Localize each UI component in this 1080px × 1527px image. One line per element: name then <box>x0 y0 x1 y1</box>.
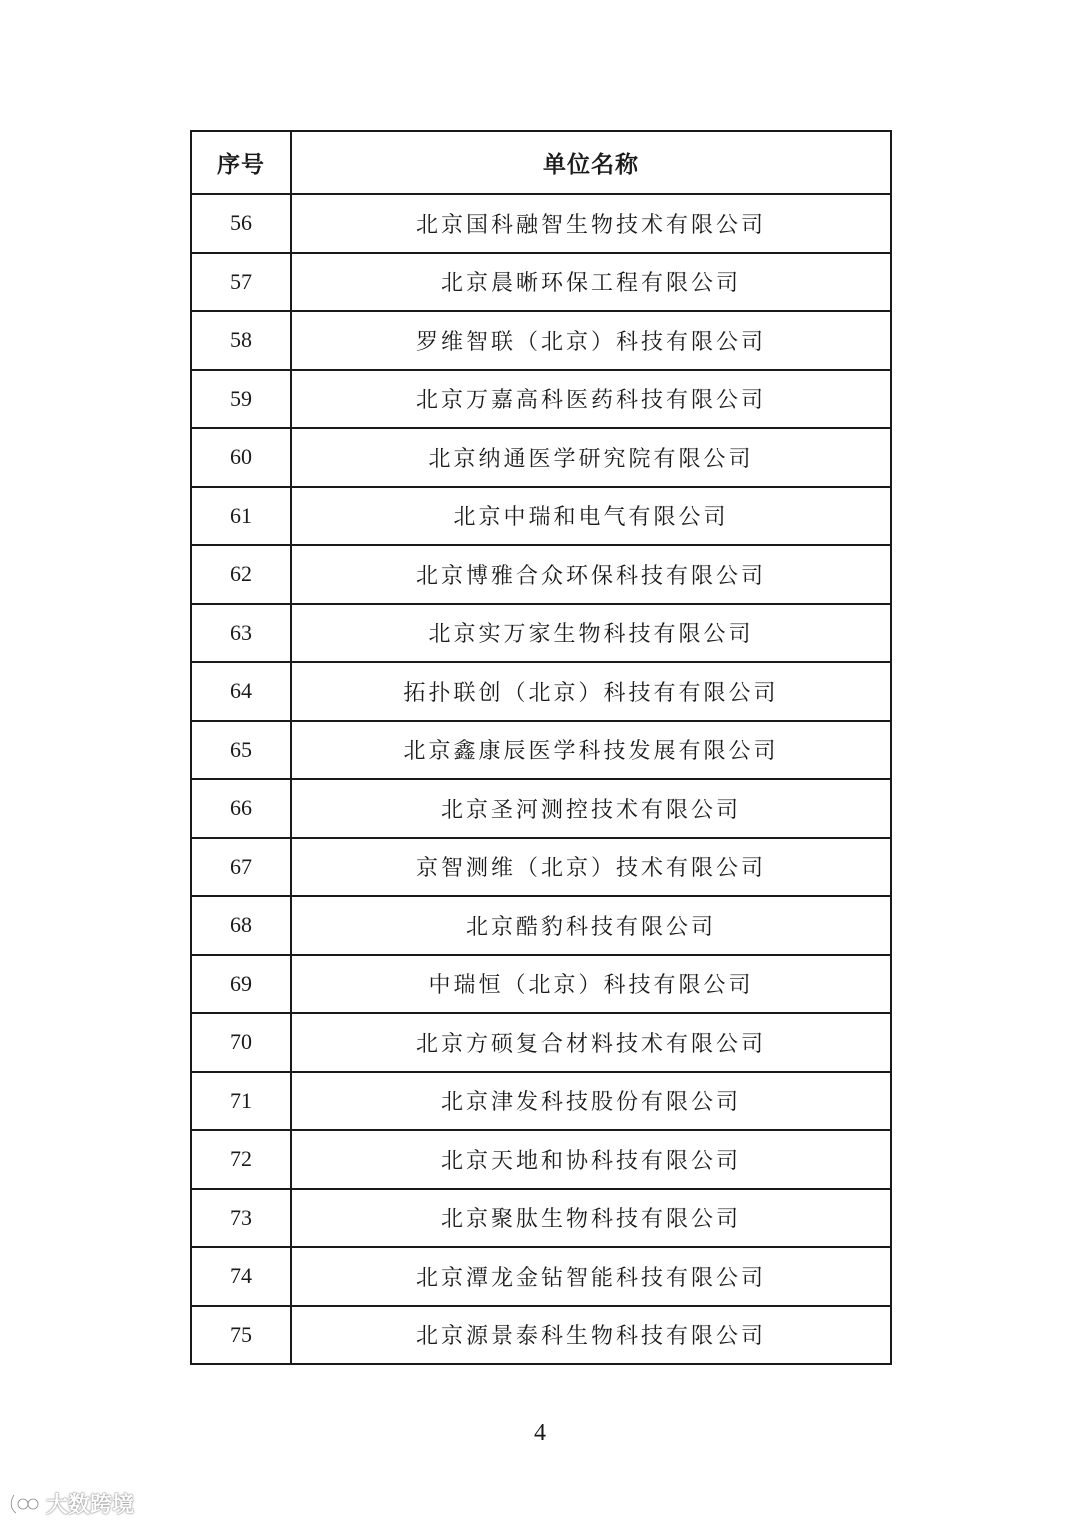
row-index: 67 <box>191 838 291 897</box>
table-row <box>191 1247 891 1306</box>
row-index: 74 <box>191 1247 291 1306</box>
row-unit-name: 北京方硕复合材料技术有限公司 <box>291 1013 891 1072</box>
row-unit-name: 北京圣河测控技术有限公司 <box>291 779 891 838</box>
row-unit-name: 北京鑫康辰医学科技发展有限公司 <box>291 721 891 780</box>
row-unit-name: 北京酷豹科技有限公司 <box>291 896 891 955</box>
row-unit-name: 北京中瑞和电气有限公司 <box>291 487 891 546</box>
row-unit-name: 中瑞恒（北京）科技有限公司 <box>291 955 891 1014</box>
table-row <box>191 662 891 721</box>
header-index: 序号 <box>191 131 291 194</box>
table-row <box>191 896 891 955</box>
header-unit-name: 单位名称 <box>291 131 891 194</box>
row-index: 63 <box>191 604 291 663</box>
table-row <box>191 604 891 663</box>
table-row <box>191 1130 891 1189</box>
row-unit-name: 北京国科融智生物技术有限公司 <box>291 194 891 253</box>
watermark <box>8 1488 134 1519</box>
row-unit-name: 北京源景泰科生物科技有限公司 <box>291 1306 891 1365</box>
row-index: 62 <box>191 545 291 604</box>
row-unit-name: 北京潭龙金钻智能科技有限公司 <box>291 1247 891 1306</box>
row-index: 68 <box>191 896 291 955</box>
row-index: 60 <box>191 428 291 487</box>
table-row <box>191 838 891 897</box>
table-row <box>191 545 891 604</box>
table-row <box>191 955 891 1014</box>
row-unit-name: 北京聚肽生物科技有限公司 <box>291 1189 891 1248</box>
table-row <box>191 311 891 370</box>
table-row <box>191 1072 891 1131</box>
row-unit-name: 北京实万家生物科技有限公司 <box>291 604 891 663</box>
row-unit-name: 罗维智联（北京）科技有限公司 <box>291 311 891 370</box>
table-row <box>191 194 891 253</box>
row-index: 73 <box>191 1189 291 1248</box>
row-index: 64 <box>191 662 291 721</box>
row-unit-name: 北京津发科技股份有限公司 <box>291 1072 891 1131</box>
table-row <box>191 253 891 312</box>
row-index: 72 <box>191 1130 291 1189</box>
row-index: 58 <box>191 311 291 370</box>
table-row <box>191 487 891 546</box>
row-index: 65 <box>191 721 291 780</box>
row-unit-name: 北京晨晰环保工程有限公司 <box>291 253 891 312</box>
row-index: 56 <box>191 194 291 253</box>
row-unit-name: 北京纳通医学研究院有限公司 <box>291 428 891 487</box>
row-index: 69 <box>191 955 291 1014</box>
row-index: 71 <box>191 1072 291 1131</box>
row-index: 61 <box>191 487 291 546</box>
table-row <box>191 428 891 487</box>
table-row <box>191 1013 891 1072</box>
row-index: 70 <box>191 1013 291 1072</box>
table-row <box>191 779 891 838</box>
brand-logo-icon <box>8 1491 40 1517</box>
row-index: 57 <box>191 253 291 312</box>
table-row <box>191 721 891 780</box>
table-body <box>191 194 891 1364</box>
row-index: 75 <box>191 1306 291 1365</box>
row-unit-name: 北京天地和协科技有限公司 <box>291 1130 891 1189</box>
row-unit-name: 京智测维（北京）技术有限公司 <box>291 838 891 897</box>
table-row <box>191 370 891 429</box>
row-index: 66 <box>191 779 291 838</box>
table-header-row <box>191 131 891 194</box>
row-index: 59 <box>191 370 291 429</box>
row-unit-name: 北京万嘉高科医药科技有限公司 <box>291 370 891 429</box>
page-number: 4 <box>534 1420 546 1446</box>
table-row <box>191 1306 891 1365</box>
table-row <box>191 1189 891 1248</box>
watermark-text: 大数跨境 <box>46 1493 135 1518</box>
row-unit-name: 北京博雅合众环保科技有限公司 <box>291 545 891 604</box>
row-unit-name: 拓扑联创（北京）科技有有限公司 <box>291 662 891 721</box>
unit-list-table <box>190 130 892 1365</box>
